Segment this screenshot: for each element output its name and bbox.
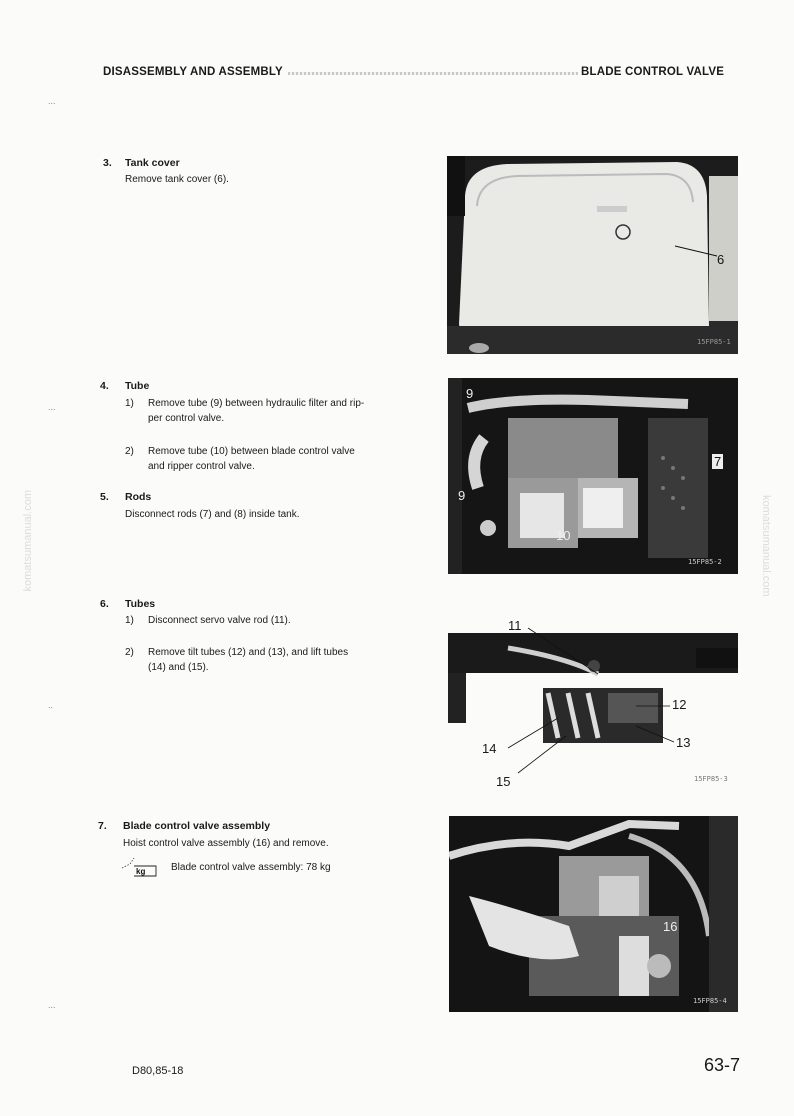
callout-9b: 9 bbox=[458, 488, 466, 503]
header-rule bbox=[288, 72, 578, 75]
weight-icon-label: kg bbox=[136, 867, 146, 876]
step-number: 3. bbox=[103, 157, 112, 169]
sub-text: Remove tube (9) between hydraulic filter and rip- bbox=[148, 398, 365, 409]
sub-number: 2) bbox=[125, 647, 134, 658]
sub-text: Remove tube (10) between blade control valve bbox=[148, 446, 355, 457]
step-text: Hoist control valve assembly (16) and remove. bbox=[123, 838, 329, 849]
watermark-right: komatsumanual.com bbox=[760, 495, 772, 597]
page-number: 63-7 bbox=[704, 1055, 741, 1075]
margin-mark: ... bbox=[48, 1000, 56, 1010]
photo-tubes-rods bbox=[448, 378, 738, 574]
figure-code: 15FP85-4 bbox=[693, 997, 727, 1005]
callout-13: 13 bbox=[676, 735, 691, 750]
step-title: Tubes bbox=[125, 598, 156, 610]
sub-number: 2) bbox=[125, 446, 134, 457]
step-number: 4. bbox=[100, 380, 109, 392]
sub-text: per control valve. bbox=[148, 413, 225, 424]
figure-code: 15FP85-1 bbox=[697, 338, 731, 346]
margin-mark: .. bbox=[48, 700, 54, 710]
callout-12: 12 bbox=[672, 697, 687, 712]
callout-14: 14 bbox=[482, 741, 497, 756]
callout-11: 11 bbox=[508, 618, 522, 633]
step-title: Tube bbox=[125, 380, 150, 392]
margin-mark: ... bbox=[48, 402, 56, 412]
section-header-right: BLADE CONTROL VALVE bbox=[581, 66, 725, 78]
sub-text: Disconnect servo valve rod (11). bbox=[148, 615, 291, 626]
callout-7: 7 bbox=[714, 454, 722, 469]
sub-text: Remove tilt tubes (12) and (13), and lift tubes bbox=[148, 647, 349, 658]
photo-servo-tubes bbox=[448, 618, 738, 793]
step-title: Tank cover bbox=[125, 157, 180, 169]
sub-text: (14) and (15). bbox=[148, 662, 209, 673]
sub-number: 1) bbox=[125, 398, 134, 409]
callout-10: 10 bbox=[556, 528, 571, 543]
model-code: D80,85-18 bbox=[132, 1065, 184, 1077]
step-title: Blade control valve assembly bbox=[123, 820, 271, 832]
step-text: Remove tank cover (6). bbox=[125, 174, 229, 185]
callout-6: 6 bbox=[717, 252, 725, 267]
weight-icon bbox=[120, 854, 166, 878]
step-title: Rods bbox=[125, 491, 152, 503]
callout-16: 16 bbox=[663, 919, 678, 934]
section-header-left: DISASSEMBLY AND ASSEMBLY bbox=[103, 66, 283, 78]
watermark-left: komatsumanual.com bbox=[22, 490, 34, 592]
margin-mark: ... bbox=[48, 96, 56, 106]
figure-code: 15FP85-2 bbox=[688, 558, 722, 566]
step-number: 6. bbox=[100, 598, 109, 610]
photo-valve-assembly bbox=[449, 816, 738, 1012]
callout-15: 15 bbox=[496, 774, 511, 789]
step-number: 5. bbox=[100, 491, 109, 503]
callout-9: 9 bbox=[466, 386, 474, 401]
figure-code: 15FP85-3 bbox=[694, 775, 728, 783]
weight-spec: Blade control valve assembly: 78 kg bbox=[171, 862, 331, 873]
photo-tank-cover bbox=[447, 156, 738, 354]
sub-text: and ripper control valve. bbox=[148, 461, 255, 472]
sub-number: 1) bbox=[125, 615, 134, 626]
step-number: 7. bbox=[98, 820, 107, 832]
step-text: Disconnect rods (7) and (8) inside tank. bbox=[125, 509, 300, 520]
